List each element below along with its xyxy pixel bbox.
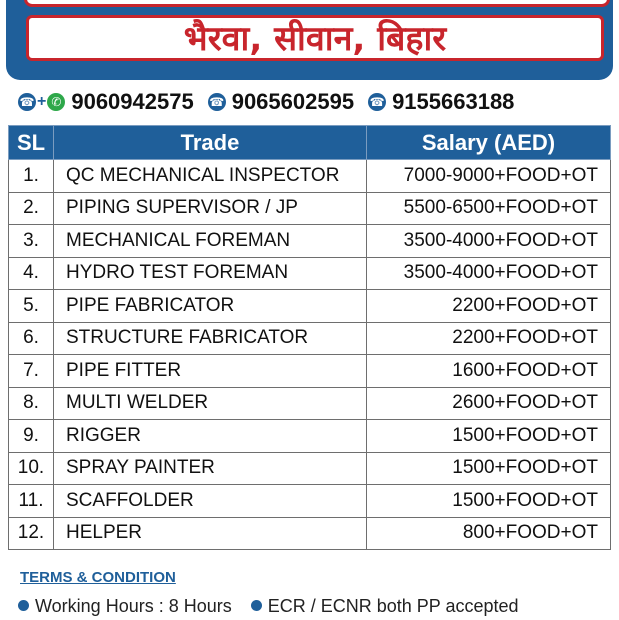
table-body bbox=[9, 160, 611, 550]
header-banner bbox=[6, 0, 613, 80]
terms-list bbox=[18, 596, 533, 617]
row-sl: 3. bbox=[9, 225, 54, 258]
row-salary: 3500-4000+FOOD+OT bbox=[367, 225, 611, 258]
table-row bbox=[9, 160, 611, 193]
row-trade: PIPE FABRICATOR bbox=[54, 290, 367, 323]
row-salary: 1500+FOOD+OT bbox=[367, 420, 611, 453]
phone-number-2[interactable]: 9065602595 bbox=[231, 89, 355, 114]
phone-number-1[interactable]: 9060942575 bbox=[71, 89, 194, 114]
row-sl: 2. bbox=[9, 192, 54, 225]
row-sl: 12. bbox=[9, 517, 54, 550]
row-sl: 10. bbox=[9, 452, 54, 485]
table-row bbox=[9, 192, 611, 225]
contact-bar bbox=[18, 88, 528, 116]
whatsapp-icon: ✆ bbox=[47, 93, 65, 111]
terms-item bbox=[18, 596, 232, 616]
row-salary: 3500-4000+FOOD+OT bbox=[367, 257, 611, 290]
row-sl: 8. bbox=[9, 387, 54, 420]
row-salary: 2200+FOOD+OT bbox=[367, 290, 611, 323]
row-sl: 9. bbox=[9, 420, 54, 453]
column-header-trade: Trade bbox=[54, 126, 367, 160]
phone-icon: ☎ bbox=[209, 95, 225, 109]
row-trade: PIPING SUPERVISOR / JP bbox=[54, 192, 367, 225]
row-sl: 1. bbox=[9, 160, 54, 193]
table-header-row bbox=[9, 126, 611, 160]
row-sl: 7. bbox=[9, 355, 54, 388]
row-salary: 1500+FOOD+OT bbox=[367, 485, 611, 518]
row-trade: RIGGER bbox=[54, 420, 367, 453]
location-title: भैरवा, सीवान, बिहार bbox=[26, 15, 604, 61]
row-trade: STRUCTURE FABRICATOR bbox=[54, 322, 367, 355]
phone-number-3[interactable]: 9155663188 bbox=[392, 89, 515, 114]
row-salary: 1500+FOOD+OT bbox=[367, 452, 611, 485]
phone-icon: ☎ bbox=[19, 95, 35, 109]
row-salary: 2200+FOOD+OT bbox=[367, 322, 611, 355]
table-row bbox=[9, 485, 611, 518]
terms-title: TERMS & CONDITION bbox=[20, 569, 176, 586]
row-trade: SCAFFOLDER bbox=[54, 485, 367, 518]
row-salary: 1600+FOOD+OT bbox=[367, 355, 611, 388]
table-row bbox=[9, 322, 611, 355]
terms-item-text: Working Hours : 8 Hours bbox=[35, 596, 232, 616]
column-header-sl: SL bbox=[9, 126, 54, 160]
row-trade: MECHANICAL FOREMAN bbox=[54, 225, 367, 258]
row-sl: 4. bbox=[9, 257, 54, 290]
table-row bbox=[9, 225, 611, 258]
column-header-salary: Salary (AED) bbox=[367, 126, 611, 160]
row-salary: 2600+FOOD+OT bbox=[367, 387, 611, 420]
row-trade: MULTI WELDER bbox=[54, 387, 367, 420]
bullet-icon bbox=[251, 600, 262, 611]
row-trade: HELPER bbox=[54, 517, 367, 550]
table-row bbox=[9, 387, 611, 420]
interview-date-box bbox=[24, 0, 610, 7]
row-trade: HYDRO TEST FOREMAN bbox=[54, 257, 367, 290]
table-row bbox=[9, 290, 611, 323]
terms-item bbox=[251, 596, 519, 616]
table-row bbox=[9, 517, 611, 550]
row-trade: QC MECHANICAL INSPECTOR bbox=[54, 160, 367, 193]
table-row bbox=[9, 420, 611, 453]
table-row bbox=[9, 257, 611, 290]
row-salary: 7000-9000+FOOD+OT bbox=[367, 160, 611, 193]
row-salary: 5500-6500+FOOD+OT bbox=[367, 192, 611, 225]
table-row bbox=[9, 452, 611, 485]
plus-sign: + bbox=[37, 93, 47, 110]
row-sl: 11. bbox=[9, 485, 54, 518]
phone-icon: ☎ bbox=[369, 95, 385, 109]
table-row bbox=[9, 355, 611, 388]
row-sl: 6. bbox=[9, 322, 54, 355]
bullet-icon bbox=[18, 600, 29, 611]
row-trade: SPRAY PAINTER bbox=[54, 452, 367, 485]
row-sl: 5. bbox=[9, 290, 54, 323]
jobs-table bbox=[8, 125, 611, 550]
row-salary: 800+FOOD+OT bbox=[367, 517, 611, 550]
row-trade: PIPE FITTER bbox=[54, 355, 367, 388]
terms-item-text: ECR / ECNR both PP accepted bbox=[267, 596, 519, 616]
